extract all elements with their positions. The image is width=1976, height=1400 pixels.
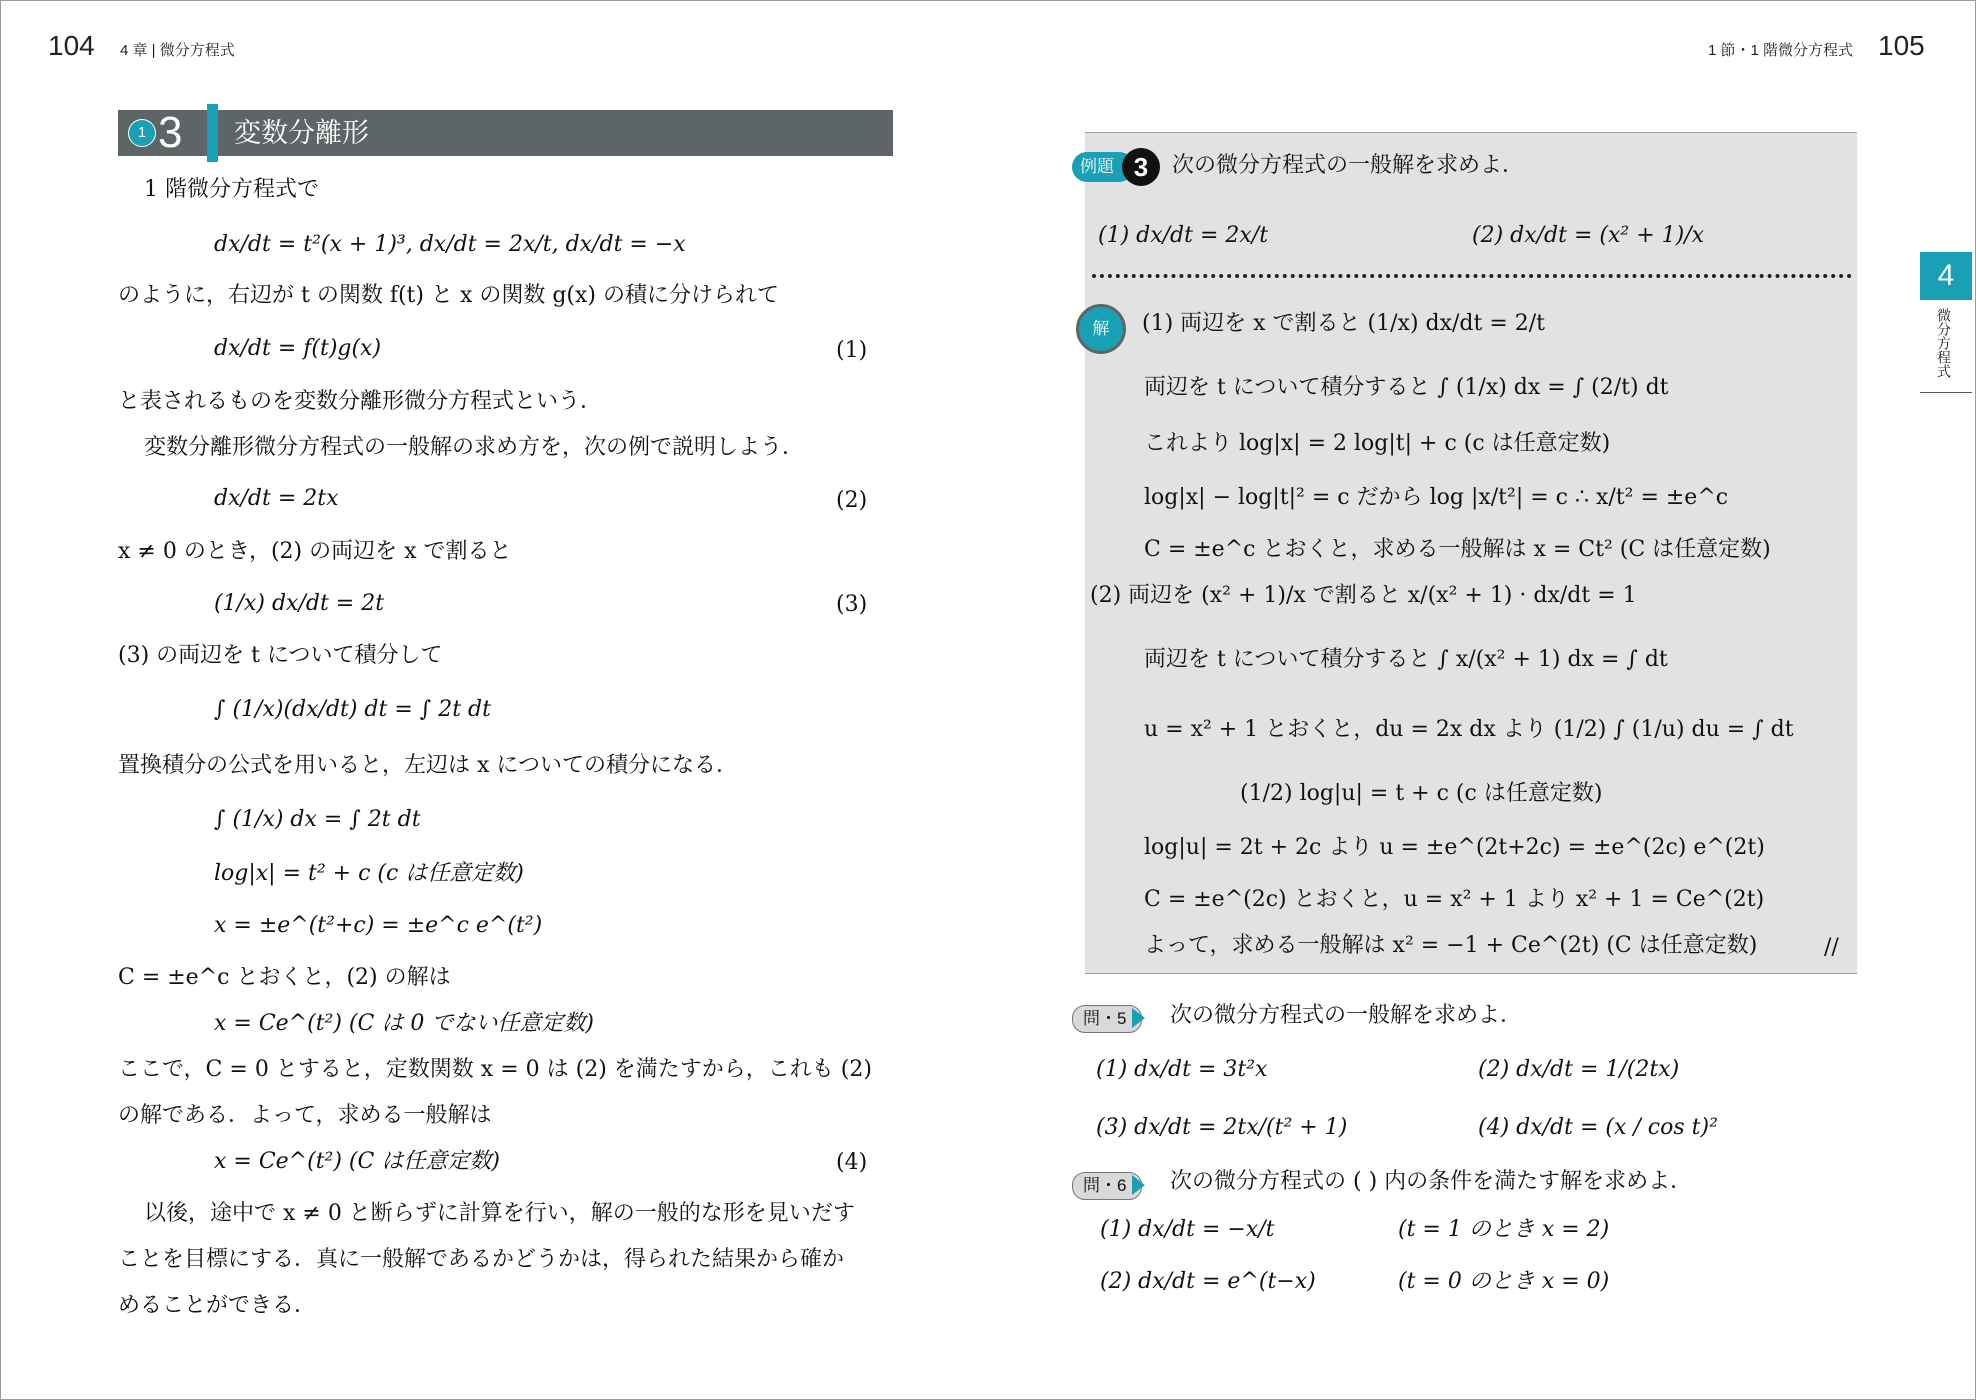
- chapter-tab: 4: [1920, 252, 1972, 300]
- problem-5-badge: 問・5: [1072, 1005, 1142, 1033]
- problem-5-item-2: (2) dx/dt = 1/(2tx): [1478, 1057, 1680, 1082]
- right-page-number: 105: [1878, 30, 1925, 61]
- body-text: 1 階微分方程式で: [144, 177, 319, 202]
- equation: ∫ (1/x)(dx/dt) dt = ∫ 2t dt: [214, 697, 491, 722]
- problem-6-arrow-icon: [1132, 1175, 1145, 1195]
- problem-5-prompt: 次の微分方程式の一般解を求めよ．: [1170, 1003, 1523, 1028]
- solution-line: 両辺を t について積分すると ∫ x/(x² + 1) dx = ∫ dt: [1144, 647, 1668, 672]
- solution-line: u = x² + 1 とおくと，du = 2x dx より (1/2) ∫ (1/u) du = ∫ dt: [1144, 717, 1794, 742]
- equation-number: (4): [836, 1150, 868, 1175]
- solution-line: (1) 両辺を x で割ると (1/x) dx/dt = 2/t: [1142, 311, 1546, 336]
- example-badge: 例題: [1072, 152, 1134, 182]
- equation: x = ±e^(t²+c) = ±e^c e^(t²): [214, 913, 543, 938]
- equation: x = Ce^(t²) (C は 0 でない任意定数): [214, 1011, 594, 1036]
- equation: dx/dt = f(t)g(x): [214, 336, 382, 361]
- problem-6-condition-2: (t = 0 のとき x = 0): [1398, 1269, 1610, 1294]
- body-text: (3) の両辺を t について積分して: [118, 643, 443, 668]
- body-text: の解である．よって，求める一般解は: [118, 1103, 492, 1128]
- body-text: ここで，C = 0 とすると，定数関数 x = 0 は (2) を満たすから，これも (2): [118, 1057, 872, 1082]
- problem-5-arrow-icon: [1132, 1008, 1145, 1028]
- equation-number: (1): [836, 338, 868, 363]
- body-text: のように，右辺が t の関数 f(t) と x の関数 g(x) の積に分けられて: [118, 283, 780, 308]
- equation: dx/dt = 2tx: [214, 486, 339, 511]
- chapter-tab-rule: [1920, 392, 1972, 393]
- section-number: 3: [158, 108, 183, 157]
- solution-line: C = ±e^(2c) とおくと，u = x² + 1 より x² + 1 = Ce^(2t): [1144, 887, 1765, 912]
- section-chapter-marker: 1: [128, 119, 156, 147]
- example-prompt: 次の微分方程式の一般解を求めよ．: [1172, 153, 1525, 178]
- example-number: 3: [1122, 148, 1160, 186]
- chapter-tab-label: 微分方程式: [1936, 308, 1952, 378]
- equation: (1/x) dx/dt = 2t: [214, 591, 385, 616]
- body-text: ことを目標にする．真に一般解であるかどうかは，得られた結果から確か: [118, 1247, 845, 1272]
- body-text: 置換積分の公式を用いると，左辺は x についての積分になる．: [118, 753, 738, 778]
- solution-badge: 解: [1076, 304, 1126, 354]
- problem-6-item-2: (2) dx/dt = e^(t−x): [1100, 1269, 1316, 1294]
- body-text: 変数分離形微分方程式の一般解の求め方を，次の例で説明しよう．: [144, 435, 805, 460]
- solution-line: log|x| − log|t|² = c だから log |x/t²| = c ∴ x/t² = ±e^c: [1144, 485, 1729, 510]
- solution-line: これより log|x| = 2 log|t| + c (c は任意定数): [1144, 431, 1611, 456]
- example-problem-1: (1) dx/dt = 2x/t: [1098, 223, 1269, 248]
- equation: dx/dt = t²(x + 1)³, dx/dt = 2x/t, dx/dt = −x: [214, 232, 686, 257]
- equation: x = Ce^(t²) (C は任意定数): [214, 1149, 500, 1174]
- body-text: x ≠ 0 のとき，(2) の両辺を x で割ると: [118, 539, 512, 564]
- solution-line: (1/2) log|u| = t + c (c は任意定数): [1240, 781, 1603, 806]
- solution-line: よって，求める一般解は x² = −1 + Ce^(2t) (C は任意定数): [1144, 933, 1758, 958]
- right-running-header: 1 節・1 階微分方程式: [1708, 42, 1854, 59]
- body-text: めることができる．: [118, 1293, 317, 1318]
- problem-5-item-3: (3) dx/dt = 2tx/(t² + 1): [1096, 1115, 1348, 1140]
- equation-number: (3): [836, 592, 868, 617]
- problem-6-condition-1: (t = 1 のとき x = 2): [1398, 1217, 1610, 1242]
- solution-line: (2) 両辺を (x² + 1)/x で割ると x/(x² + 1) · dx/dt = 1: [1090, 583, 1637, 608]
- left-page-number: 104: [48, 30, 95, 61]
- section-heading-accent: [207, 104, 218, 162]
- problem-5-item-1: (1) dx/dt = 3t²x: [1096, 1057, 1268, 1082]
- solution-line: C = ±e^c とおくと，求める一般解は x = Ct² (C は任意定数): [1144, 537, 1771, 562]
- problem-5-item-4: (4) dx/dt = (x / cos t)²: [1478, 1115, 1718, 1140]
- example-problem-2: (2) dx/dt = (x² + 1)/x: [1472, 223, 1705, 248]
- equation: ∫ (1/x) dx = ∫ 2t dt: [214, 807, 421, 832]
- body-text: 以後，途中で x ≠ 0 と断らずに計算を行い，解の一般的な形を見いだす: [144, 1201, 855, 1226]
- section-title: 変数分離形: [234, 118, 369, 148]
- equation-number: (2): [836, 488, 868, 513]
- solution-line: log|u| = 2t + 2c より u = ±e^(2t+2c) = ±e^(2c) e^(2t): [1144, 835, 1765, 860]
- problem-6-prompt: 次の微分方程式の ( ) 内の条件を満たす解を求めよ．: [1170, 1169, 1693, 1194]
- body-text: と表されるものを変数分離形微分方程式という．: [118, 389, 603, 414]
- equation: log|x| = t² + c (c は任意定数): [214, 861, 524, 886]
- problem-6-item-1: (1) dx/dt = −x/t: [1100, 1217, 1275, 1242]
- body-text: C = ±e^c とおくと，(2) の解は: [118, 965, 451, 990]
- dotted-divider: [1092, 274, 1852, 278]
- end-of-proof-mark: //: [1824, 935, 1839, 960]
- left-running-header: 4 章 | 微分方程式: [120, 42, 235, 59]
- solution-line: 両辺を t について積分すると ∫ (1/x) dx = ∫ (2/t) dt: [1144, 375, 1669, 400]
- problem-6-badge: 問・6: [1072, 1172, 1142, 1200]
